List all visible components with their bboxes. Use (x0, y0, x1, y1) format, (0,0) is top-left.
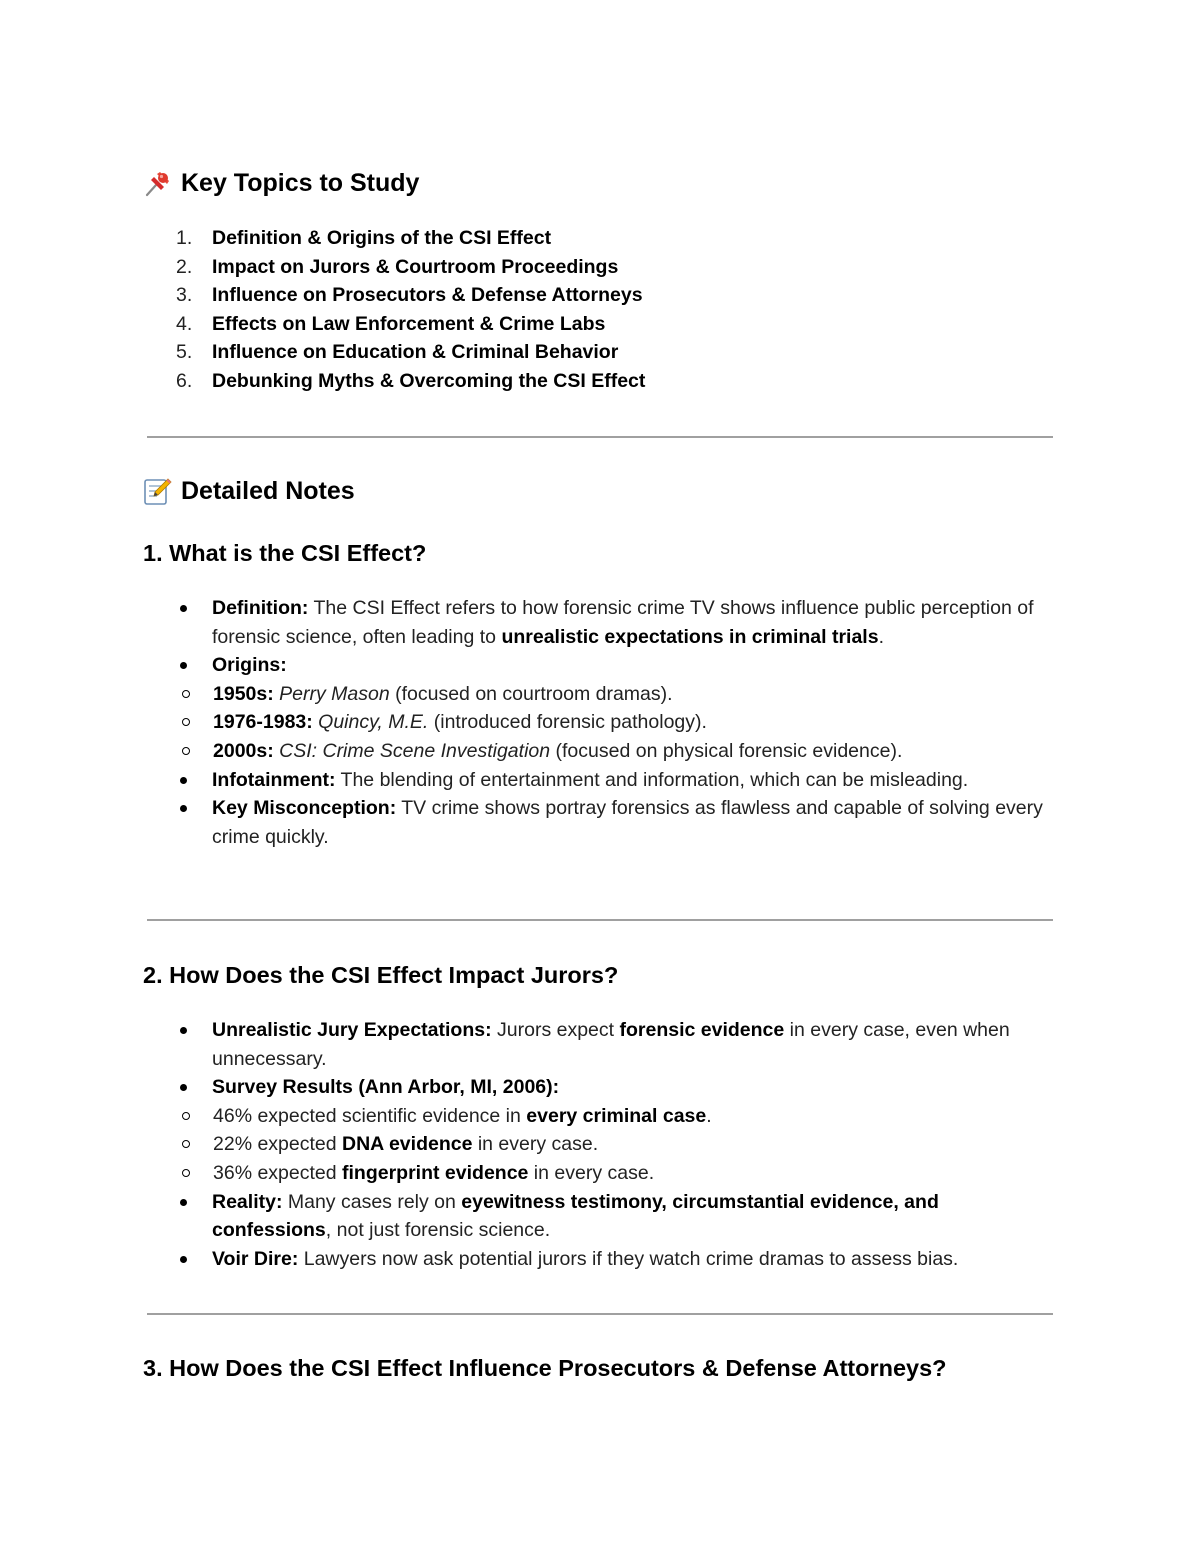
list-item: 36% expected fingerprint evidence in every case. (143, 1159, 1058, 1188)
list-item-infotainment: Infotainment: The blending of entertainment and information, which can be misleading. (143, 766, 1058, 795)
list-item: 22% expected DNA evidence in every case. (143, 1130, 1058, 1159)
list-item-definition: Definition: The CSI Effect refers to how forensic crime TV shows influence public perception of forensic science, often leading to unrealistic expectations in criminal trials. (143, 594, 1058, 651)
list-item-origins: Origins: 1950s: Perry Mason (focused on courtroom dramas). 1976-1983: Quincy, M.E. (introduced forensic pathology). 2000s: CSI: Crime Scene Investigation (focused on physical forensic evidence). (143, 651, 1058, 765)
section-3-title: 3. How Does the CSI Effect Influence Prosecutors & Defense Attorneys? (143, 1355, 947, 1381)
section-1-list (143, 594, 1058, 851)
detailed-notes-title: Detailed Notes (181, 477, 355, 505)
list-item: 2000s: CSI: Crime Scene Investigation (focused on physical forensic evidence). (143, 737, 1058, 766)
divider (147, 919, 1053, 921)
section-2-list (143, 1016, 1058, 1273)
list-item: 3. Influence on Prosecutors & Defense Attorneys (176, 284, 643, 307)
list-item: 2. Impact on Jurors & Courtroom Proceedings (176, 255, 619, 278)
list-item-misconception: Key Misconception: TV crime shows portray forensics as flawless and capable of solving every crime quickly. (143, 794, 1058, 851)
detailed-notes-heading (143, 476, 355, 506)
list-item-voir-dire: Voir Dire: Lawyers now ask potential jurors if they watch crime dramas to assess bias. (143, 1245, 1058, 1274)
list-item: 1. Definition & Origins of the CSI Effect (176, 227, 552, 249)
list-item: 5. Influence on Education & Criminal Behavior (176, 341, 619, 364)
pushpin-icon (143, 168, 173, 198)
list-item-reality: Reality: Many cases rely on eyewitness testimony, circumstantial evidence, and confessions, not just forensic science. (143, 1188, 1058, 1245)
memo-icon (143, 476, 173, 506)
key-topics-title: Key Topics to Study (181, 169, 420, 197)
key-topics-list (143, 224, 645, 396)
survey-list (143, 1102, 1058, 1188)
list-item: 46% expected scientific evidence in every criminal case. (143, 1102, 1058, 1131)
list-item: 1950s: Perry Mason (focused on courtroom dramas). (143, 680, 1058, 709)
divider (147, 436, 1053, 438)
list-item: 4. Effects on Law Enforcement & Crime Labs (176, 312, 606, 335)
key-topics-heading (143, 168, 419, 198)
section-1-title: 1. What is the CSI Effect? (143, 540, 427, 566)
list-item: 6. Debunking Myths & Overcoming the CSI Effect (176, 369, 646, 392)
list-item-survey: Survey Results (Ann Arbor, MI, 2006): 46% expected scientific evidence in every criminal case. 22% expected DNA evidence in every case. 36% expected fingerprint evidence in every case. (143, 1073, 1058, 1187)
list-item-unrealistic: Unrealistic Jury Expectations: Jurors expect forensic evidence in every case, even when unnecessary. (143, 1016, 1058, 1073)
list-item: 1976-1983: Quincy, M.E. (introduced forensic pathology). (143, 708, 1058, 737)
section-2-title: 2. How Does the CSI Effect Impact Jurors? (143, 962, 619, 988)
divider (147, 1313, 1053, 1315)
origins-list (143, 680, 1058, 766)
